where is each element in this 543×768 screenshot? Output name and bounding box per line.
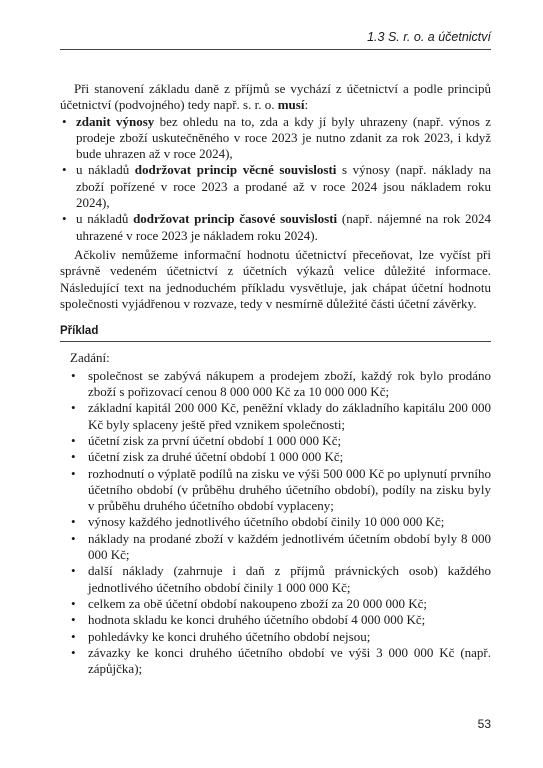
bullet-icon: • xyxy=(62,113,67,129)
list-item xyxy=(70,596,491,612)
item-text: hodnota skladu ke konci druhého účetního období 4 000 000 Kč; xyxy=(88,612,426,628)
item-text: celkem za obě účetní období nakoupeno zboží za 20 000 000 Kč; xyxy=(88,595,427,611)
item-text: pohledávky ke konci druhého účetního období nejsou; xyxy=(88,628,371,644)
list-item xyxy=(70,531,491,564)
example-section xyxy=(60,350,491,677)
bullet-icon: • xyxy=(62,162,67,178)
list-item xyxy=(70,449,491,465)
item-bold-text: zdanit výnosy xyxy=(76,113,155,129)
list-item xyxy=(60,211,491,244)
bullet-icon: • xyxy=(71,644,76,660)
bullet-icon: • xyxy=(71,612,76,628)
bullet-icon: • xyxy=(62,211,67,227)
item-bold-text: dodržovat princip věcné souvislosti xyxy=(134,162,337,178)
list-item xyxy=(70,400,491,433)
bullet-icon: • xyxy=(71,514,76,530)
section-heading: Příklad xyxy=(60,323,491,342)
body-paragraph: Ačkoliv nemůžeme informační hodnotu účetnictví přeceňovat, lze vyčíst při správně vedeném účetnictví z účetních výkazů velice důležité informace. Následující text na jednoduchém příkladu vysvětluje, jak chápat účetní hodnotu společnosti vyjádřenou v rozvaze, tedy v nesmírně důležité části účetní závěrky. xyxy=(60,246,491,311)
bullet-icon: • xyxy=(71,400,76,416)
intro-must: musí xyxy=(277,97,305,113)
example-list xyxy=(70,368,491,678)
item-text: společnost se zabývá nákupem a prodejem zboží, každý rok bylo prodáno zboží s pořizovací cenou 8 000 000 Kč za 10 000 000 Kč; xyxy=(88,367,491,400)
item-text: další náklady (zahrnuje i daň z příjmů právnických osob) každého jednotlivého účetního období činily 1 000 000 Kč; xyxy=(88,563,491,595)
example-lead: Zadání: xyxy=(70,350,110,366)
intro-text: Při stanovení základu daně z příjmů se vychází z účetnictví a podle principů účetnictví (podvojného) tedy např. s. r. o. xyxy=(60,81,491,113)
list-item xyxy=(70,368,491,401)
bullet-icon: • xyxy=(71,628,76,644)
list-item xyxy=(60,162,491,211)
list-item xyxy=(70,629,491,645)
item-text: bez ohledu na to, zda a kdy jí byly uhrazeny (např. výnos z prodeje zboží uskutečněného v roce 2023 je nutno zdanit za rok 2023, i když bude uhrazen až v roce 2024), xyxy=(76,113,491,162)
item-text: s výnosy (např. náklady na zboží pořízené v roce 2023 a prodané až v roce 2024 jsou nákladem roku 2024), xyxy=(76,162,491,211)
item-text: základní kapitál 200 000 Kč, peněžní vklady do základního kapitálu 200 000 Kč byly splaceny ještě před vznikem společnosti; xyxy=(88,400,491,432)
item-text: účetní zisk za první účetní období 1 000 000 Kč; xyxy=(88,432,342,448)
list-item xyxy=(60,114,491,163)
list-item xyxy=(70,645,491,678)
item-text: u nákladů xyxy=(76,162,135,178)
bullet-icon: • xyxy=(71,367,76,383)
principles-list xyxy=(60,114,491,244)
item-text: náklady na prodané zboží v každém jednotlivém účetním období byly 8 000 000 Kč; xyxy=(88,530,491,563)
item-text: účetní zisk za druhé účetní období 1 000 000 Kč; xyxy=(88,449,344,465)
intro-colon: : xyxy=(304,97,309,113)
bullet-icon: • xyxy=(71,449,76,465)
bullet-icon: • xyxy=(71,465,76,481)
item-text: výnosy každého jednotlivého účetního období činily 10 000 000 Kč; xyxy=(88,514,445,530)
item-text: u nákladů xyxy=(76,211,134,227)
bullet-icon: • xyxy=(71,432,76,448)
list-item xyxy=(70,514,491,530)
intro-paragraph xyxy=(60,81,491,114)
item-text: závazky ke konci druhého účetního období ve výši 3 000 000 Kč (např. zápůjčka); xyxy=(88,644,491,677)
item-bold-text: dodržovat princip časové souvislosti xyxy=(133,211,338,227)
list-item xyxy=(70,466,491,515)
page-number: 53 xyxy=(477,717,491,731)
item-text: (např. nájemné na rok 2024 uhrazené v roce 2023 je nákladem roku 2024). xyxy=(76,211,491,243)
page-content xyxy=(60,81,491,677)
running-header: 1.3 S. r. o. a účetnictví xyxy=(60,30,491,50)
bullet-icon: • xyxy=(71,530,76,546)
list-item xyxy=(70,563,491,596)
bullet-icon: • xyxy=(71,595,76,611)
item-text: rozhodnutí o výplatě podílů na zisku ve výši 500 000 Kč po uplynutí prvního účetního období (v průběhu druhého účetního období), podíly na zisku byly v průběhu druhého účetního období vyplaceny; xyxy=(88,465,491,514)
bullet-icon: • xyxy=(71,563,76,579)
list-item xyxy=(70,612,491,628)
list-item xyxy=(70,433,491,449)
